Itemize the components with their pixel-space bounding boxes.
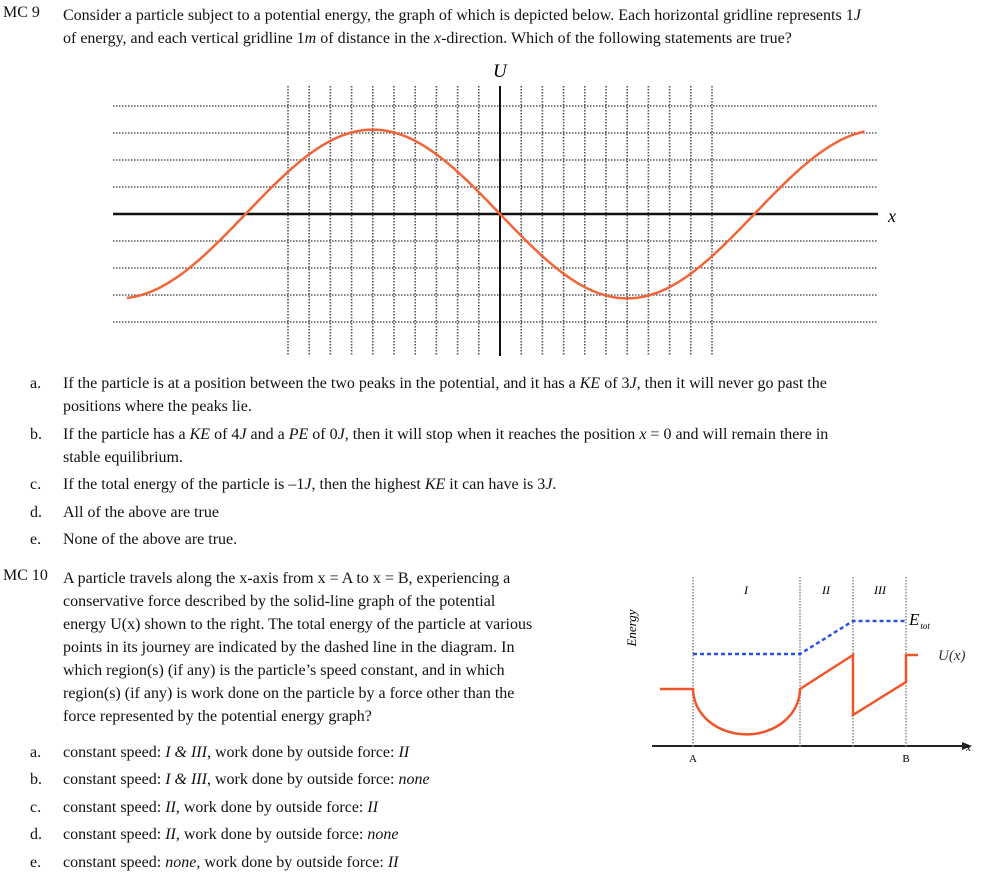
option-letter: e. — [30, 854, 42, 871]
option-unit: J — [337, 426, 345, 443]
option-unit: J — [239, 426, 247, 443]
option-speed: I & III — [165, 771, 207, 788]
option-text: constant speed: — [63, 799, 166, 816]
region-label-ii: II — [822, 583, 830, 597]
option-text: , work done by outside force: — [206, 771, 399, 788]
option-text: and a — [246, 426, 289, 443]
option-ke: KE — [424, 476, 446, 493]
option-letter: c. — [30, 476, 42, 493]
option-work: none — [367, 826, 399, 843]
option-text: . — [552, 476, 557, 493]
option-text: of 4 — [210, 426, 240, 443]
question-number-mc10: MC 10 — [3, 567, 48, 584]
option-text: = 0 and will remain there in — [646, 426, 829, 443]
option-text: constant speed: — [63, 854, 166, 871]
option-letter: a. — [30, 744, 42, 761]
option-work: II — [367, 799, 379, 816]
option-speed: I & III — [165, 744, 207, 761]
ux-label: U(x) — [938, 648, 966, 664]
mc10-stem-line: points in its journey are indicated by the dashed line in the diagram. In — [63, 639, 515, 656]
mc10-stem-line: energy U(x) shown to the right. The total energy of the particle at various — [63, 616, 533, 633]
mc10-stem-line: region(s) (if any) is work done on the particle by a force other than the — [63, 685, 515, 702]
option-letter: d. — [30, 504, 42, 521]
option-text: , then it will stop when it reaches the position — [344, 426, 640, 443]
mc9-stem-x: x — [433, 30, 442, 47]
option-text: , work done by outside force: — [175, 826, 368, 843]
point-label-b: B — [902, 753, 910, 765]
option-unit: J — [629, 375, 637, 392]
option-letter: c. — [30, 799, 42, 816]
option-unit: J — [545, 476, 553, 493]
region-label-i: I — [744, 583, 748, 597]
point-label-a: A — [689, 753, 697, 765]
mc9-stem-part: Consider a particle subject to a potential energy, the graph of which is depicted below. Each horizontal gridline represents 1 — [63, 7, 854, 24]
option-ke: KE — [189, 426, 211, 443]
option-work: none — [398, 771, 430, 788]
mc9-stem-unit: J — [853, 7, 861, 24]
option-x: x — [639, 426, 647, 443]
option-letter: d. — [30, 826, 42, 843]
mc9-stem-part: of energy, and each vertical gridline 1 — [63, 30, 305, 47]
option-text: constant speed: — [63, 771, 166, 788]
option-work: II — [387, 854, 399, 871]
option-letter: b. — [30, 426, 42, 443]
option-ke: KE — [579, 375, 601, 392]
option-speed: II — [165, 826, 176, 843]
potential-energy-curve — [660, 655, 918, 734]
mc10-stem-line: conservative force described by the solid-line graph of the potential — [63, 593, 496, 610]
option-text: of 3 — [600, 375, 630, 392]
option-text: , then the highest — [311, 476, 425, 493]
option-text: , work done by outside force: — [175, 799, 368, 816]
option-text: All of the above are true — [63, 504, 219, 521]
option-pe: PE — [288, 426, 309, 443]
mc10-stem-line: which region(s) (if any) is the particle’s speed constant, and in which — [63, 662, 505, 679]
option-speed: II — [165, 799, 176, 816]
option-text: If the particle has a — [63, 426, 190, 443]
option-letter: a. — [30, 375, 42, 392]
option-work: II — [398, 744, 410, 761]
option-unit: J — [304, 476, 312, 493]
option-speed: none — [165, 854, 197, 871]
x-axis-label: x — [966, 742, 971, 754]
option-text: , then it will never go past the — [636, 375, 827, 392]
mc9-stem-unit: m — [304, 30, 317, 47]
mc10-stem-line: force represented by the potential energy graph? — [63, 708, 372, 725]
option-text: , work done by outside force: — [206, 744, 399, 761]
mc10-stem-line: A particle travels along the x-axis from x = A to x = B, experiencing a — [63, 570, 511, 587]
x-axis-label: x — [888, 206, 896, 226]
option-text: None of the above are true. — [63, 531, 238, 548]
mc9-stem-part: of distance in the — [316, 30, 434, 47]
y-axis-label: U — [493, 61, 507, 82]
option-text: of 0 — [308, 426, 338, 443]
option-letter: e. — [30, 531, 42, 548]
mc9-stem-part: -direction. Which of the following statements are true? — [441, 30, 792, 47]
region-label-iii: III — [874, 583, 886, 597]
option-text: If the particle is at a position between the two peaks in the potential, and it has a — [63, 375, 580, 392]
etot-label: $E_{tot}$ — [909, 610, 930, 631]
option-text: stable equilibrium. — [63, 449, 183, 466]
option-text: If the total energy of the particle is –1 — [63, 476, 305, 493]
option-text: it can have is 3 — [445, 476, 546, 493]
option-text: constant speed: — [63, 744, 166, 761]
option-text: positions where the peaks lie. — [63, 398, 252, 415]
option-text: , work done by outside force: — [196, 854, 388, 871]
energy-axis-label: Energy — [624, 609, 639, 647]
option-text: constant speed: — [63, 826, 166, 843]
option-letter: b. — [30, 771, 42, 788]
question-number-mc9: MC 9 — [3, 4, 40, 21]
